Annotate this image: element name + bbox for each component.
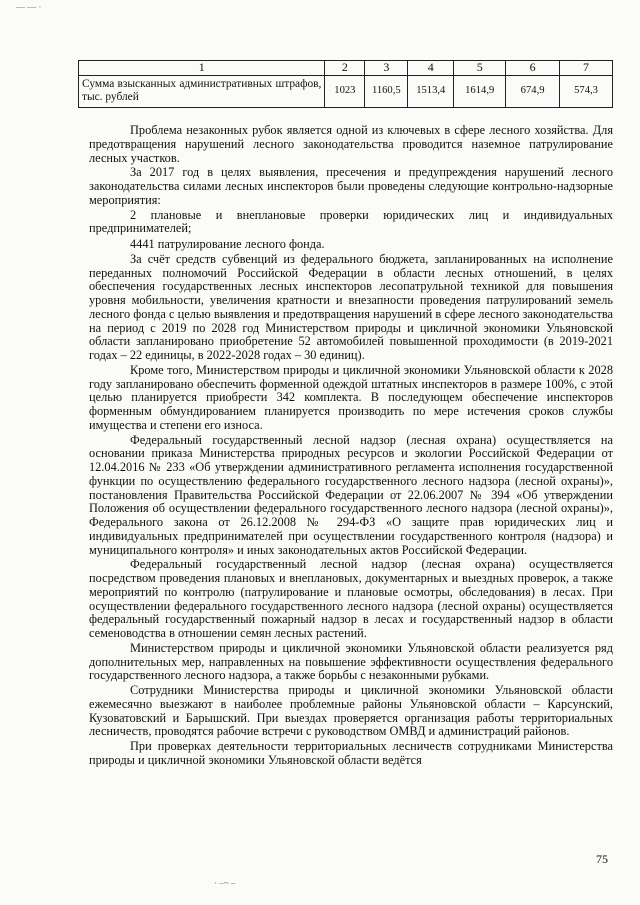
- table-cell: 1160,5: [365, 75, 408, 107]
- paragraph: Сотрудники Министерства природы и цикличной экономики Ульяновской области ежемесячно выезжают в наиболее проблемные районы Ульяновской области – Карсунский, Кузоватовский и Барышский. При выездах проверяется организация работы территориальных лесничеств, проводятся рабочие встречи с руководством ОМВД и администраций районов.: [89, 683, 613, 739]
- column-header: 4: [408, 61, 454, 76]
- paragraph: За 2017 год в целях выявления, пресечения и предупреждения нарушений лесного законодательства силами лесных инспекторов были проведены следующие контрольно-надзорные мероприятия:: [89, 165, 613, 207]
- paragraph: Федеральный государственный лесной надзор (лесная охрана) осуществляется на основании приказа Министерства природных ресурсов и экологии Российской Федерации от 12.04.2016 № 233 «Об утверждении административного регламента исполнения государственной функции по осуществлению федерального государственного лесного надзора (лесной охраны)», постановления Правительства Российской Федерации от 22.06.2007 № 394 «Об утверждении Положения об осуществлении федерального государственного лесного надзора (лесной охраны)», Федерального закона от 26.12.2008 № 294-ФЗ «О защите прав юридических лиц и индивидуальных предпринимателей при осуществлении государственного контроля (надзора) и муниципального контроля» и иных законодательных актов Российской Федерации.: [89, 432, 613, 557]
- paragraph: За счёт средств субвенций из федерального бюджета, запланированных на исполнение переданных полномочий Российской Федерации в области лесных отношений, в целях обеспечения государственных лесных инспекторов лесопатрульной техникой для повышения уровня мобильности, увеличения кратности и внезапности проведения патрулирований земель лесного фонда с целью выявления и предотвращения нарушений в сфере лесного законодательства на период с 2019 по 2028 год Министерством природы и цикличной экономики Ульяновской области запланировано приобретение 52 автомобилей повышенной проходимости (в 2019-2021 годах – 22 единицы, в 2022-2028 годах – 30 единиц).: [89, 251, 613, 362]
- scan-mark: — — ·: [16, 2, 42, 12]
- paragraph: Кроме того, Министерством природы и цикличной экономики Ульяновской области к 2028 году запланировано обеспечить форменной одеждой штатных инспекторов в размере 100%, с этой целью планируется приобрести 342 комплекта. В последующем обеспечение инспекторов форменным обмундированием планируется производить по мере истечения сроков службы имущества и степени его износа.: [89, 362, 613, 432]
- row-label: Сумма взысканных административных штрафов, тыс. рублей: [79, 75, 325, 107]
- column-header: 7: [560, 61, 613, 76]
- paragraph: Проблема незаконных рубок является одной из ключевых в сфере лесного хозяйства. Для предотвращения нарушений лесного законодательства проводится наземное патрулирование лесных участков.: [89, 123, 613, 165]
- list-item: 4441 патрулирование лесного фонда.: [130, 236, 325, 251]
- column-header: 3: [365, 61, 408, 76]
- table-cell: 574,3: [560, 75, 613, 107]
- table-cell: 1614,9: [454, 75, 506, 107]
- column-header: 6: [506, 61, 560, 76]
- table-cell: 1023: [325, 75, 365, 107]
- table-header-row: [79, 61, 613, 76]
- column-header: 5: [454, 61, 506, 76]
- fines-table: [78, 60, 613, 108]
- table-row: [79, 75, 613, 107]
- table-cell: 674,9: [506, 75, 560, 107]
- paragraph: При проверках деятельности территориальных лесничеств сотрудниками Министерства природы и цикличной экономики Ульяновской области ведётся: [89, 739, 613, 767]
- page-number: 75: [596, 852, 608, 866]
- body-text: [89, 124, 613, 769]
- paragraph: Федеральный государственный лесной надзор (лесная охрана) осуществляется посредством проведения плановых и внеплановых, документарных и выездных проверок, а также мероприятий по контролю (патрулирование и плановые осмотры, обследования) в лесах. При осуществлении федерального государственного лесного надзора (лесной охраны) осуществляется федеральный государственный пожарный надзор в лесах и государственный надзор в области семеноводства в отношении семян лесных растений.: [89, 557, 613, 640]
- column-header: 1: [79, 61, 325, 76]
- paragraph: Министерством природы и цикличной экономики Ульяновской области реализуется ряд дополнительных мер, направленных на повышение эффективности осуществления федерального государственного лесного надзора, а также борьбы с незаконными рубками.: [89, 640, 613, 683]
- scan-mark: · –~ –: [214, 878, 236, 888]
- list-item: 2 плановые и внеплановые проверки юридических лиц и индивидуальных предпринимателей;: [89, 207, 613, 236]
- column-header: 2: [325, 61, 365, 76]
- table-cell: 1513,4: [408, 75, 454, 107]
